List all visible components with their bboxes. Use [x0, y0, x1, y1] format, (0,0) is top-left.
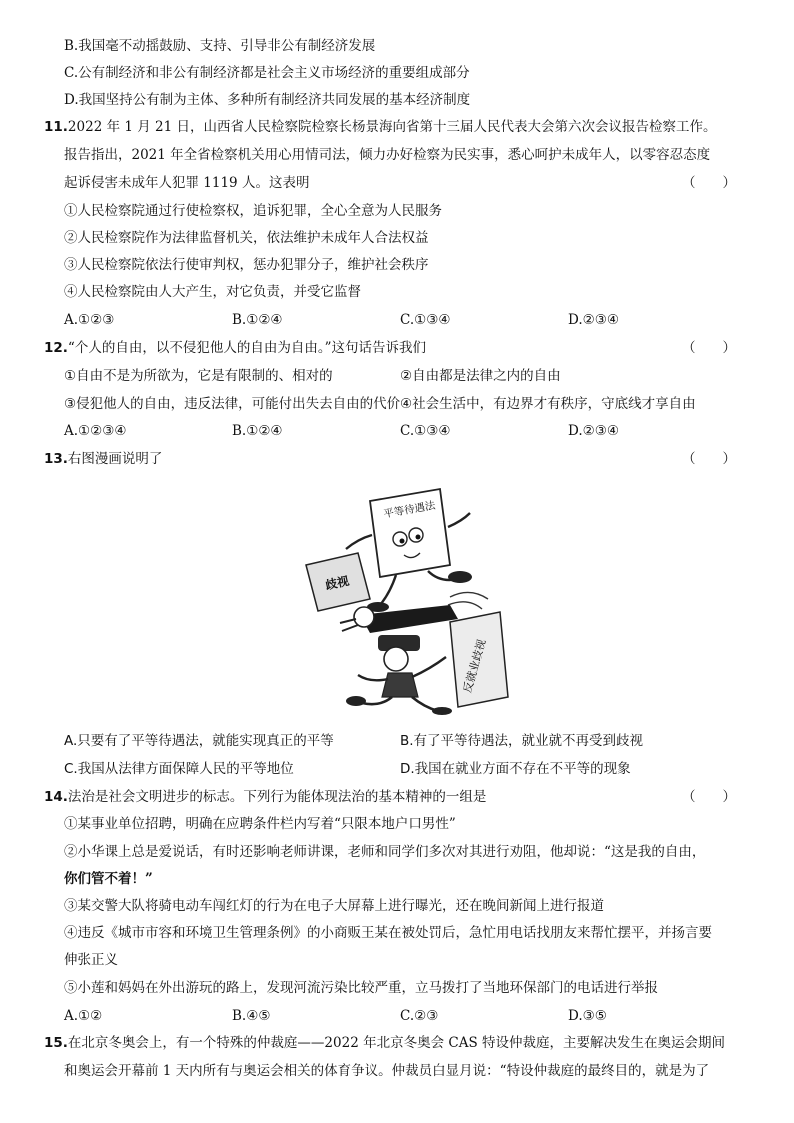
q13-answer-paren: （ ） [682, 451, 736, 467]
q11-text-1: 2022 年 1 月 21 日，山西省人民检察院检察长杨景海向省第十三届人民代表大会第六次会议报告检察工作。 [67, 119, 717, 135]
equality-law-cartoon [300, 487, 512, 715]
q14-option-c: C.②③ [400, 1008, 439, 1024]
q14-item-5: ⑤小莲和妈妈在外出游玩的路上，发现河流污染比较严重，立马拨打了当地环保部门的电话进行举报 [64, 980, 658, 996]
q14-option-b: B.④⑤ [232, 1008, 271, 1024]
q10-option-b: B.我国毫不动摇鼓励、支持、引导非公有制经济发展 [64, 38, 376, 54]
cartoon-label-discrimination: 歧视 [323, 573, 351, 593]
q12-stem [44, 339, 736, 357]
discrimination-sheet [306, 553, 370, 611]
q13-option-a: A.只要有了平等待遇法，就能实现真正的平等 [64, 733, 334, 749]
q11-answer-paren: （ ） [682, 175, 736, 191]
q15-stem-line1 [44, 1034, 725, 1052]
q13-option-b: B.有了平等待遇法，就业就不再受到歧视 [400, 733, 644, 749]
q11-item-3: ③人民检察院依法行使审判权，惩办犯罪分子，维护社会秩序 [64, 257, 429, 273]
q12-option-a: A.①②③④ [64, 423, 127, 439]
q12-number: 12. [44, 340, 68, 356]
q10-option-d: D.我国坚持公有制为主体、多种所有制经济共同发展的基本经济制度 [64, 92, 471, 108]
q11-item-1: ①人民检察院通过行使检察权，追诉犯罪，全心全意为人民服务 [64, 203, 442, 219]
q11-stem-line1 [44, 118, 717, 136]
q12-item-2: ②自由都是法律之内的自由 [400, 368, 561, 384]
q14-item-4-line1: ④违反《城市市容和环境卫生管理条例》的小商贩王某在被处罚后，急忙用电话找朋友来帮忙摆平，并扬言要 [64, 925, 712, 941]
q14-item-2-line2: 你们管不着！” [64, 871, 153, 887]
q11-item-4: ④人民检察院由人大产生，对它负责，并受它监督 [64, 284, 361, 300]
q13-text: 右图漫画说明了 [67, 451, 163, 467]
q13-stem [44, 450, 736, 468]
q12-answer-paren: （ ） [682, 340, 736, 356]
q11-item-2: ②人民检察院作为法律监督机关，依法维护未成年人合法权益 [64, 230, 429, 246]
q11-option-b: B.①②④ [232, 312, 283, 328]
q11-number: 11. [44, 119, 68, 135]
q14-number: 14. [44, 789, 68, 805]
q14-item-4-line2: 伸张正义 [64, 952, 118, 968]
q12-option-c: C.①③④ [400, 423, 451, 439]
cartoon-label-anti-discrimination: 反就业歧视 [460, 637, 489, 695]
flying-man-figure [340, 605, 458, 633]
q11-option-c: C.①③④ [400, 312, 451, 328]
q12-item-3: ③侵犯他人的自由，违反法律，可能付出失去自由的代价 [64, 396, 401, 412]
anti-employment-discrimination-sheet [450, 612, 508, 707]
cartoon-label-equal-treatment-law: 平等待遇法 [382, 499, 437, 521]
q14-stem [44, 788, 736, 806]
q15-number: 15. [44, 1035, 68, 1051]
q14-item-3: ③某交警大队将骑电动车闯红灯的行为在电子大屏幕上进行曝光，还在晚间新闻上进行报道 [64, 898, 604, 914]
q14-option-a: A.①② [64, 1008, 103, 1024]
q14-answer-paren: （ ） [682, 789, 736, 805]
q15-stem-line2: 和奥运会开幕前 1 天内所有与奥运会相关的体育争议。仲裁员白显月说：“特设仲裁庭的最终目的，就是为了 [64, 1063, 710, 1079]
q13-option-d: D.我国在就业方面不存在不平等的现象 [400, 761, 631, 777]
q11-text-3: 起诉侵害未成年人犯罪 1119 人。这表明 [64, 175, 310, 191]
q12-text: “个人的自由，以不侵犯他人的自由为自由。”这句话告诉我们 [67, 340, 426, 356]
q11-stem-line2: 报告指出，2021 年全省检察机关用心用情司法，倾力办好检察为民实事，悉心呵护未成年人，以零容忍态度 [64, 147, 711, 163]
running-man-figure [346, 635, 452, 715]
q14-item-2-line1: ②小华课上总是爱说话，有时还影响老师讲课，老师和同学们多次对其进行劝阻，他却说：“这是我的自由， [64, 844, 706, 860]
q14-text: 法治是社会文明进步的标志。下列行为能体现法治的基本精神的一组是 [67, 789, 487, 805]
q14-option-d: D.③⑤ [568, 1008, 607, 1024]
q11-option-d: D.②③④ [568, 312, 619, 328]
q11-option-a: A.①②③ [64, 312, 115, 328]
q12-item-4: ④社会生活中，有边界才有秩序，守底线才享自由 [400, 396, 696, 412]
q12-item-1: ①自由不是为所欲为，它是有限制的、相对的 [64, 368, 333, 384]
q13-option-c: C.我国从法律方面保障人民的平等地位 [64, 761, 294, 777]
q11-stem-line3 [64, 174, 736, 192]
q15-text-1: 在北京冬奥会上，有一个特殊的仲裁庭——2022 年北京冬奥会 CAS 特设仲裁庭，主要解决发生在奥运会期间 [67, 1035, 725, 1051]
q13-number: 13. [44, 451, 68, 467]
q14-item-1: ①某事业单位招聘，明确在应聘条件栏内写着“只限本地户口男性” [64, 816, 456, 832]
q10-option-c: C.公有制经济和非公有制经济都是社会主义市场经济的重要组成部分 [64, 65, 470, 81]
q12-option-b: B.①②④ [232, 423, 283, 439]
q12-option-d: D.②③④ [568, 423, 619, 439]
